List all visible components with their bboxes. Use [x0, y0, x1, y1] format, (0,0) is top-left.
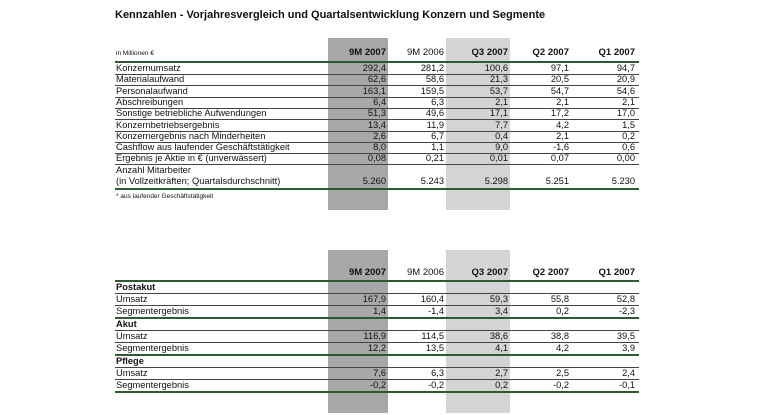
- t1-cell: 49,6: [425, 108, 444, 119]
- t2-cell: -0,2: [427, 380, 444, 390]
- t1-cell: 0,6: [622, 142, 635, 153]
- t1-employees-cell: 5.298: [484, 175, 508, 186]
- t2-cell: 13,5: [425, 343, 444, 353]
- t1-cell: 6,3: [431, 96, 444, 107]
- t1-cell: 0,2: [622, 130, 635, 141]
- t1-cell: 0,01: [489, 153, 508, 164]
- t1-cell: 292,4: [362, 63, 386, 73]
- t1-row-label: Sonstige betriebliche Aufwendungen: [116, 108, 267, 119]
- t1-cell: 20,5: [550, 74, 569, 85]
- t1-cell: 58,6: [425, 74, 444, 85]
- t2-row-label: Umsatz: [116, 294, 148, 304]
- t2-cell: 59,3: [489, 294, 508, 304]
- t2-cell: 12,2: [367, 343, 386, 353]
- t1-cell: 0,21: [425, 153, 444, 164]
- page-title: Kennzahlen - Vorjahresvergleich und Quartalsentwicklung Konzern und Segmente: [115, 9, 546, 21]
- t1-cell: 2,1: [622, 96, 635, 107]
- t1-cell: 13,4: [367, 119, 386, 130]
- t2-cell: -0,2: [369, 380, 386, 390]
- t2-header-9m2006: 9M 2006: [407, 267, 444, 278]
- t2-cell: 0,2: [495, 380, 508, 390]
- employees-label-2: (in Vollzeitkräften; Quartalsdurchschnitt): [116, 175, 281, 186]
- t1-cell: 94,7: [616, 63, 635, 73]
- t1-header-q12007: Q1 2007: [598, 47, 635, 58]
- t1-header-9m2007: 9M 2007: [349, 47, 386, 58]
- t1-cell: 54,7: [550, 85, 569, 96]
- t1-cell: 53,7: [489, 85, 508, 96]
- t2-header-q12007: Q1 2007: [598, 267, 635, 278]
- t1-row-label: Ergebnis je Aktie in € (unverwässert): [116, 153, 267, 164]
- t1-cell: 17,0: [616, 108, 635, 119]
- t1-cell: 0,07: [550, 153, 569, 164]
- t2-cell: 160,4: [420, 294, 444, 304]
- t2-cell: -0,2: [552, 380, 569, 390]
- t2-row-label: Segmentergebnis: [116, 306, 189, 316]
- t1-bottom-rule: [115, 188, 639, 190]
- t1-cell: 51,3: [367, 108, 386, 119]
- t1-cell: 1,5: [622, 119, 635, 130]
- t2-cell: 39,5: [616, 331, 635, 341]
- t1-row-rule: [115, 164, 639, 165]
- t1-cell: 1,1: [431, 142, 444, 153]
- t2-cell: 38,8: [550, 331, 569, 341]
- t2-cell: 167,9: [362, 294, 386, 304]
- unit-label: in Millionen €: [116, 50, 154, 57]
- t2-cell: 6,3: [431, 368, 444, 378]
- t1-employees-cell: 5.260: [362, 175, 386, 186]
- t1-header-9m2006: 9M 2006: [407, 47, 444, 58]
- t2-cell: 114,5: [421, 331, 444, 341]
- t2-row-label: Umsatz: [116, 331, 148, 341]
- footnote: * aus laufender Geschäftstätigkeit: [116, 192, 214, 200]
- t2-cell: 0,2: [556, 306, 569, 316]
- t2-cell: 52,8: [616, 294, 635, 304]
- t1-cell: 6,7: [431, 130, 444, 141]
- t1-cell: 21,3: [489, 74, 508, 85]
- t2-cell: 2,5: [556, 368, 569, 378]
- t2-cell: 7,6: [373, 368, 386, 378]
- t2-cell: 55,8: [550, 294, 569, 304]
- t1-row-label: Materialaufwand: [116, 74, 185, 85]
- t1-cell: 159,5: [420, 85, 444, 96]
- t1-row-label: Cashflow aus laufender Geschäftstätigkeit: [116, 142, 290, 153]
- t1-row-label: Personalaufwand: [116, 85, 188, 96]
- section-title: Postakut: [116, 282, 156, 292]
- t2-cell: -2,3: [618, 306, 635, 316]
- t2-header-rule: [115, 280, 639, 282]
- t1-cell: 54,6: [616, 85, 635, 96]
- t1-cell: 2,1: [556, 96, 569, 107]
- t1-cell: 2,6: [373, 130, 386, 141]
- t1-cell: 8,0: [373, 142, 386, 153]
- t1-cell: 281,2: [420, 63, 444, 73]
- t2-row-rule: [115, 354, 639, 356]
- t2-cell: 3,4: [495, 306, 508, 316]
- t1-cell: 17,1: [489, 108, 508, 119]
- t1-row-label: Konzernbetriebsergebnis: [116, 119, 220, 130]
- t2-cell: 116,9: [363, 331, 386, 341]
- t1-employees-cell: 5.230: [611, 175, 635, 186]
- t2-row-label: Segmentergebnis: [116, 380, 189, 390]
- t1-header-q32007: Q3 2007: [471, 47, 508, 58]
- t1-cell: 62,6: [367, 74, 386, 85]
- t1-cell: 100,6: [484, 63, 508, 73]
- t1-cell: -1,6: [552, 142, 569, 153]
- t1-cell: 2,1: [556, 130, 569, 141]
- t2-cell: 4,2: [556, 343, 569, 353]
- t1-cell: 97,1: [550, 63, 569, 73]
- t2-header-q32007: Q3 2007: [471, 267, 508, 278]
- t2-cell: 4,1: [495, 343, 508, 353]
- t1-row-label: Konzernergebnis nach Minderheiten: [116, 130, 266, 141]
- t1-cell: 2,1: [495, 96, 508, 107]
- t1-header-q22007: Q2 2007: [532, 47, 569, 58]
- t1-row-label: Konzernumsatz: [116, 63, 181, 73]
- section-title: Pflege: [116, 356, 144, 366]
- t1-cell: 20,9: [616, 74, 635, 85]
- t1-row-label: Abschreibungen: [116, 96, 184, 107]
- t2-cell: 2,4: [622, 368, 635, 378]
- t1-cell: 7,7: [495, 119, 508, 130]
- t1-cell: 163,1: [362, 85, 386, 96]
- t1-cell: 0,00: [616, 153, 635, 164]
- employees-label-1: Anzahl Mitarbeiter: [116, 164, 191, 175]
- t1-cell: 9,0: [495, 142, 508, 153]
- t2-cell: 3,9: [622, 343, 635, 353]
- t2-cell: 1,4: [373, 306, 386, 316]
- t1-employees-cell: 5.251: [545, 175, 569, 186]
- t2-row-label: Segmentergebnis: [116, 343, 189, 353]
- t2-row-label: Umsatz: [116, 368, 148, 378]
- t1-cell: 6,4: [373, 96, 386, 107]
- t2-cell: -1,4: [427, 306, 444, 316]
- t2-cell: 38,6: [489, 331, 508, 341]
- t1-employees-cell: 5.243: [420, 175, 444, 186]
- t2-cell: -0,1: [618, 380, 635, 390]
- t2-header-q22007: Q2 2007: [532, 267, 569, 278]
- t2-row-rule: [115, 317, 639, 319]
- t1-cell: 4,2: [556, 119, 569, 130]
- t1-cell: 0,08: [367, 153, 386, 164]
- t2-row-rule: [115, 391, 639, 393]
- t1-cell: 0,4: [495, 130, 508, 141]
- t2-header-9m2007: 9M 2007: [349, 267, 386, 278]
- t1-cell: 11,9: [426, 119, 444, 130]
- section-title: Akut: [116, 319, 137, 329]
- t2-cell: 2,7: [495, 368, 508, 378]
- t1-cell: 17,2: [550, 108, 569, 119]
